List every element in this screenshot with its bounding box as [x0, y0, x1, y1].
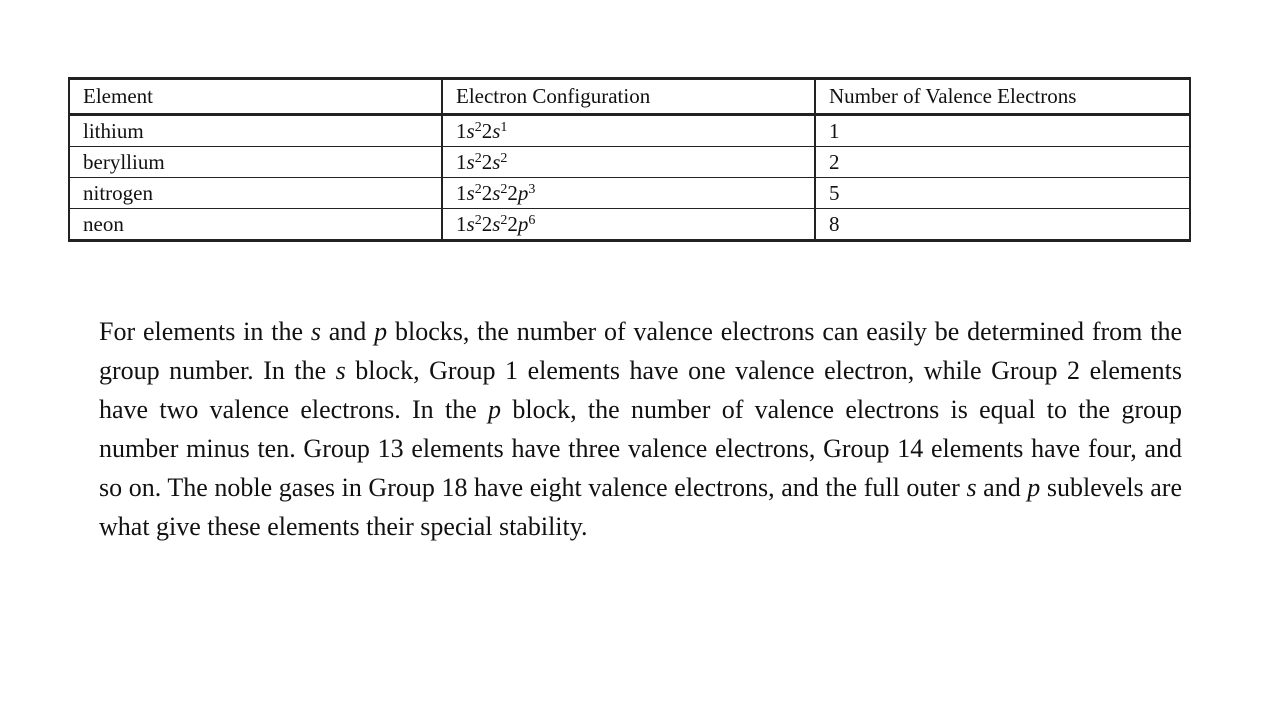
paragraph-text: For elements in the — [99, 317, 311, 346]
table-row — [69, 209, 1190, 241]
configuration-superscript: 1 — [500, 120, 508, 135]
configuration-italic: s — [492, 150, 501, 174]
configuration-italic: s — [466, 119, 475, 143]
configuration-italic: s — [466, 150, 475, 174]
element-cell: beryllium — [69, 147, 442, 178]
configuration-italic: p — [517, 212, 529, 236]
paragraph-italic: p — [488, 395, 502, 424]
configuration-italic: s — [492, 212, 501, 236]
paragraph-text: block, the number of valence electrons is equal to the group number minus ten. Group 13 elements have three valence electrons, Group 14 elements have four, and so on. The noble gases in Group 18 have eight valence electrons, and the full outer — [99, 395, 1182, 502]
configuration-cell — [442, 115, 815, 147]
valence-electron-table-container — [68, 77, 1189, 242]
configuration-superscript: 2 — [500, 182, 508, 197]
paragraph-text: block, Group 1 elements have one valence electron, while Group 2 elements have two valence electrons. In the — [99, 356, 1182, 424]
paragraph-italic: s — [966, 473, 977, 502]
valence-electron-table — [68, 77, 1191, 242]
valence-explanation-paragraph — [99, 312, 1182, 546]
element-cell: lithium — [69, 115, 442, 147]
configuration-text: 2 — [481, 119, 493, 143]
configuration-cell — [442, 209, 815, 241]
configuration-text: 2 — [481, 181, 493, 205]
configuration-text: 1 — [456, 212, 467, 236]
configuration-superscript: 2 — [500, 151, 508, 166]
configuration-superscript: 2 — [474, 213, 482, 228]
paragraph-text: blocks, the number of valence electrons can easily be determined from the group number. In the — [99, 317, 1182, 385]
configuration-cell — [442, 147, 815, 178]
table-row — [69, 147, 1190, 178]
configuration-text: 2 — [507, 212, 518, 236]
header-electron-configuration: Electron Configuration — [442, 79, 815, 115]
paragraph-italic: s — [310, 317, 321, 346]
configuration-text: 1 — [456, 119, 467, 143]
configuration-superscript: 3 — [528, 182, 536, 197]
configuration-cell — [442, 178, 815, 209]
valence-cell: 2 — [815, 147, 1190, 178]
header-element: Element — [69, 79, 442, 115]
configuration-superscript: 2 — [474, 151, 482, 166]
element-cell: neon — [69, 209, 442, 241]
configuration-italic: s — [466, 212, 475, 236]
configuration-text: 2 — [481, 150, 493, 174]
configuration-superscript: 6 — [528, 213, 536, 228]
paragraph-text: and — [320, 317, 375, 346]
valence-cell: 5 — [815, 178, 1190, 209]
paragraph-italic: p — [374, 317, 388, 346]
element-cell: nitrogen — [69, 178, 442, 209]
configuration-text: 1 — [456, 181, 467, 205]
configuration-text: 1 — [456, 150, 467, 174]
paragraph-text: and — [976, 473, 1028, 502]
configuration-italic: s — [466, 181, 475, 205]
paragraph-italic: s — [335, 356, 346, 385]
table-header-row — [69, 79, 1190, 115]
paragraph-italic: p — [1027, 473, 1041, 502]
configuration-italic: p — [517, 181, 529, 205]
configuration-superscript: 2 — [474, 182, 482, 197]
configuration-text: 2 — [507, 181, 518, 205]
configuration-superscript: 2 — [500, 213, 508, 228]
table-row — [69, 178, 1190, 209]
paragraph-text: sublevels are what give these elements their special stability. — [99, 473, 1182, 541]
valence-cell: 1 — [815, 115, 1190, 147]
header-valence-electrons: Number of Valence Electrons — [815, 79, 1190, 115]
table-row — [69, 115, 1190, 147]
configuration-superscript: 2 — [474, 120, 482, 135]
configuration-italic: s — [492, 119, 501, 143]
valence-cell: 8 — [815, 209, 1190, 241]
configuration-italic: s — [492, 181, 501, 205]
configuration-text: 2 — [481, 212, 493, 236]
